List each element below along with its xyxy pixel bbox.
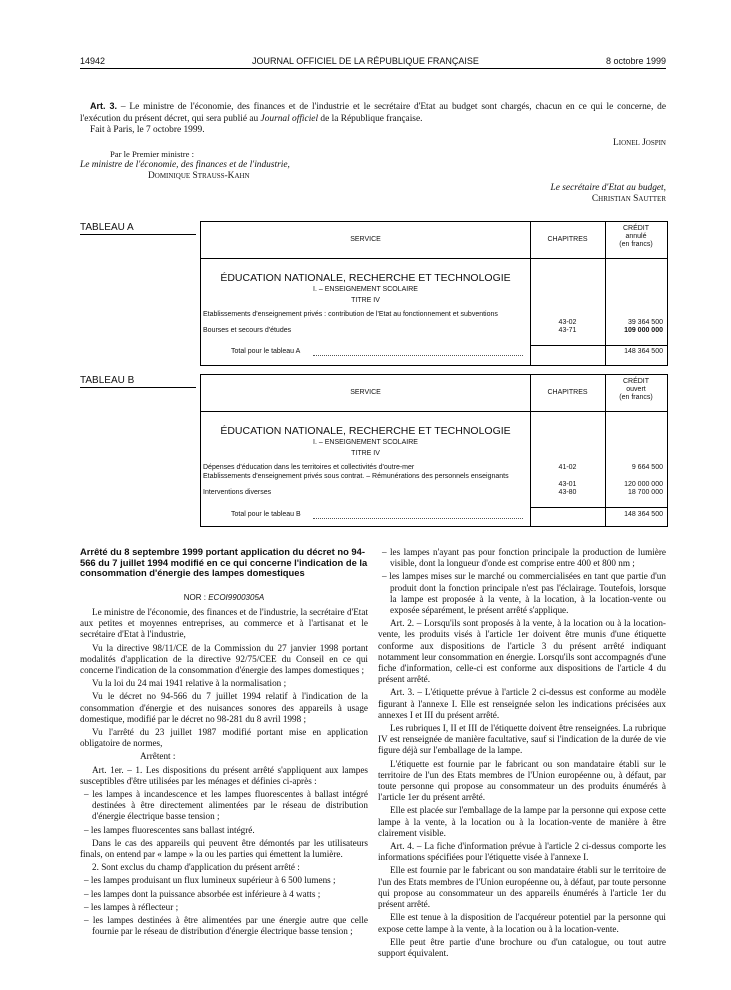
- col-credit-header: CRÉDIT annulé (en francs): [619, 225, 653, 248]
- paragraph: Elle est placée sur l'emballage de la lampe par la personne qui expose cette lampe à la vente, à la location ou à la location-vente de manière à être clairement visible.: [378, 805, 666, 838]
- paragraph: Vu la directive 98/11/CE de la Commission du 27 janvier 1998 portant modalités d'application de la directive 92/75/CEE du Conseil en ce qui concerne l'indication de la consommation d'énergie des lampes domestiques ;: [80, 642, 368, 676]
- paragraph: L'étiquette est fournie par le fabricant ou son mandataire établi sur le territoire de l'un des Etats membres de l'Union européenne ou, à défaut, par toute personne qui propose au consommateur un des produits énumérés à l'article 1er du présent arrêté.: [378, 758, 666, 803]
- col-credit-header: CRÉDIT ouvert (en francs): [619, 378, 653, 401]
- table-row-chapitre: 43-80: [558, 489, 577, 496]
- paragraph: – les lampes produisant un flux lumineux supérieur à 6 500 lumens ;: [84, 875, 336, 886]
- section-heading: I. – ENSEIGNEMENT SCOLAIRE: [313, 439, 418, 446]
- tableau-a-label: TABLEAU A: [80, 222, 196, 235]
- total-value: 148 364 500: [624, 348, 663, 355]
- table-row-credit: 39 364 500: [627, 319, 663, 326]
- table-row: Bourses et secours d'études: [203, 327, 292, 334]
- section-heading: I. – ENSEIGNEMENT SCOLAIRE: [313, 286, 418, 293]
- col-chapitres-header: CHAPITRES: [547, 236, 588, 243]
- paragraph: – les lampes à incandescence et les lampes fluorescentes à ballast intégré destinées à être directement alimentées par le réseau de distribution d'énergie électrique basse tension ;: [84, 789, 368, 822]
- paragraph: Les rubriques I, II et III de l'étiquette doivent être renseignées. La rubrique IV est renseignée de manière facultative, sauf si l'indication de la durée de vie figure déjà sur l'emballage de la lampe.: [378, 723, 666, 756]
- paragraph: Arrêtent :: [140, 751, 176, 762]
- paragraph: Elle est tenue à la disposition de l'acquéreur potentiel par la personne qui expose cette lampe à la vente, à la location ou à la location-vente.: [378, 912, 666, 934]
- tableau-b-label: TABLEAU B: [80, 375, 196, 388]
- paragraph: – les lampes n'ayant pas pour fonction principale la production de lumière visible, dont la longueur d'onde est comprise entre 400 et 800 nm ;: [382, 547, 666, 569]
- paragraph: Dans le cas des appareils qui peuvent être démontés par les utilisateurs finals, on entend par « lampe » la ou les parties qui émettent la lumière.: [80, 837, 368, 860]
- paragraph: – les lampes à réflecteur ;: [84, 901, 179, 912]
- article-3-paragraph: Art. 3. – Le ministre de l'économie, des finances et de l'industrie et le secrétaire d'Etat au budget sont chargés, chacun en ce qui le concerne, de l'exécution du présent décret, qui sera publié au Journal officiel de la République française.: [80, 101, 666, 124]
- titre-heading: TITRE IV: [351, 297, 380, 304]
- paragraph: – les lampes dont la puissance absorbée est inférieure à 4 watts ;: [84, 888, 321, 899]
- journal-title: JOURNAL OFFICIEL DE LA RÉPUBLIQUE FRANÇAISE: [252, 56, 479, 66]
- paragraph: Art. 1er. – 1. Les dispositions du présent arrêté s'appliquent aux lampes susceptibles d'être utilisées par les ménages et définies ci-après :: [80, 764, 368, 786]
- paragraph: Vu le décret no 94-566 du 7 juillet 1994 relatif à l'indication de la consommation d'énergie et des nuisances sonores des appareils à usage domestique, modifié par le décret no 98-281 du 8 avril 1998 ;: [80, 691, 368, 724]
- paragraph: Elle peut être partie d'une brochure ou d'un catalogue, ou tout autre support équivalent.: [378, 936, 666, 958]
- table-row: Etablissements d'enseignement privés : contribution de l'Etat au fonctionnement et subventions: [203, 311, 498, 318]
- secretary-title: Le secrétaire d'Etat au budget,: [550, 183, 666, 193]
- paragraph: – les lampes destinées à être alimentées par une énergie autre que celle fournie par le réseau de distribution d'énergie électrique basse tension ;: [84, 915, 368, 937]
- table-row: Etablissements d'enseignement privés sous contrat. – Rémunérations des personnels enseignants: [203, 473, 509, 480]
- arrete-right-column: [378, 547, 666, 961]
- paragraph: Vu la loi du 24 mai 1941 relative à la normalisation ;: [92, 678, 287, 689]
- secretary-name: Christian Sautter: [591, 194, 666, 204]
- page-number: 14942: [80, 56, 106, 66]
- table-row-chapitre: 41-02: [558, 464, 577, 471]
- arrete-title: Arrêté du 8 septembre 1999 portant application du décret no 94-566 du 7 juillet 1994 modifié en ce qui concerne l'indication de la consommation d'énergie des lampes domestiques: [80, 546, 368, 579]
- total-label: Total pour le tableau B: [231, 511, 301, 518]
- ministry-heading: ÉDUCATION NATIONALE, RECHERCHE ET TECHNOLOGIE: [220, 272, 511, 284]
- table-row-credit: 18 700 000: [627, 489, 663, 496]
- table-row-credit: 120 000 000: [624, 481, 663, 488]
- col-service-header: SERVICE: [350, 236, 381, 243]
- table-row-chapitre: 43-71: [558, 327, 577, 334]
- page-date: 8 octobre 1999: [605, 56, 666, 66]
- paragraph: Elle est fournie par le fabricant ou son mandataire établi sur le territoire de l'un des Etats membres de l'Union européenne ou, à défaut, par toute personne qui propose au consommateur un des appareils énumérés à l'article 1er du présent arrêté.: [378, 865, 666, 910]
- paragraph: 2. Sont exclus du champ d'application du présent arrêté :: [92, 862, 300, 873]
- signatory-prime-minister: Lionel Jospin: [613, 138, 666, 148]
- table-row: Interventions diverses: [203, 489, 272, 496]
- table-row-credit: 9 664 500: [631, 464, 663, 471]
- col-service-header: SERVICE: [350, 389, 381, 396]
- paragraph: – les lampes fluorescentes sans ballast intégré.: [84, 824, 255, 835]
- total-label: Total pour le tableau A: [231, 348, 301, 355]
- paragraph: Vu l'arrêté du 23 juillet 1987 modifié portant mise en application obligatoire de normes,: [80, 727, 368, 749]
- tableau-b: [200, 374, 668, 527]
- paragraph: Art. 3. – L'étiquette prévue à l'article 2 ci-dessus est conforme au modèle figurant à l'annexe I. Elle est renseignée selon les indications précisées aux annexes I et III du présent arrêté.: [378, 687, 666, 720]
- paragraph: Le ministre de l'économie, des finances et de l'industrie, la secrétaire d'Etat aux petites et moyennes entreprises, au commerce et à l'artisanat et le secrétaire d'Etat à l'industrie,: [80, 607, 368, 640]
- titre-heading: TITRE IV: [351, 450, 380, 457]
- minister-title: Le ministre de l'économie, des finances et de l'industrie,: [80, 160, 290, 170]
- total-value: 148 364 500: [624, 511, 663, 518]
- paragraph: Art. 4. – La fiche d'information prévue à l'article 2 ci-dessus comporte les informations spécifiées pour l'étiquette visée à l'annexe I.: [378, 841, 666, 863]
- paragraph: Art. 2. – Lorsqu'ils sont proposés à la vente, à la location ou à la location-vente, les produits visés à l'article 1er doivent être munis d'une étiquette conforme aux dispositions de l'article 3 du présent arrêté indiquant notamment leur consommation en énergie. Lorsqu'ils sont accompagnés d'une fiche d'information, celle-ci est conforme aux dispositions de l'article 4 du présent arrêté.: [378, 618, 666, 685]
- table-row: Dépenses d'éducation dans les territoires et collectivités d'outre-mer: [203, 464, 415, 471]
- ministry-heading: ÉDUCATION NATIONALE, RECHERCHE ET TECHNOLOGIE: [220, 425, 511, 437]
- header-rule: [80, 68, 666, 69]
- table-row-credit: 109 000 000: [624, 327, 663, 334]
- table-row-chapitre: 43-01: [558, 481, 577, 488]
- nor-line: NOR : ECOI9900305A: [183, 593, 265, 602]
- minister-name: Dominique Strauss-Kahn: [148, 171, 250, 181]
- tableau-a: [200, 221, 668, 366]
- fait-a-paris: Fait à Paris, le 7 octobre 1999.: [90, 125, 205, 135]
- par-le-premier-ministre: Par le Premier ministre :: [110, 149, 195, 159]
- col-chapitres-header: CHAPITRES: [547, 389, 588, 396]
- arrete-left-column: [80, 607, 368, 939]
- table-row-chapitre: 43-02: [558, 319, 577, 326]
- paragraph: – les lampes mises sur le marché ou commercialisées en tant que partie d'un produit dont la fonction principale n'est pas l'éclairage. Toutefois, lorsque la lampe est proposée à la vente, à la location, à la location-vente ou exposée séparément, le présent arrêté s'applique.: [382, 571, 666, 616]
